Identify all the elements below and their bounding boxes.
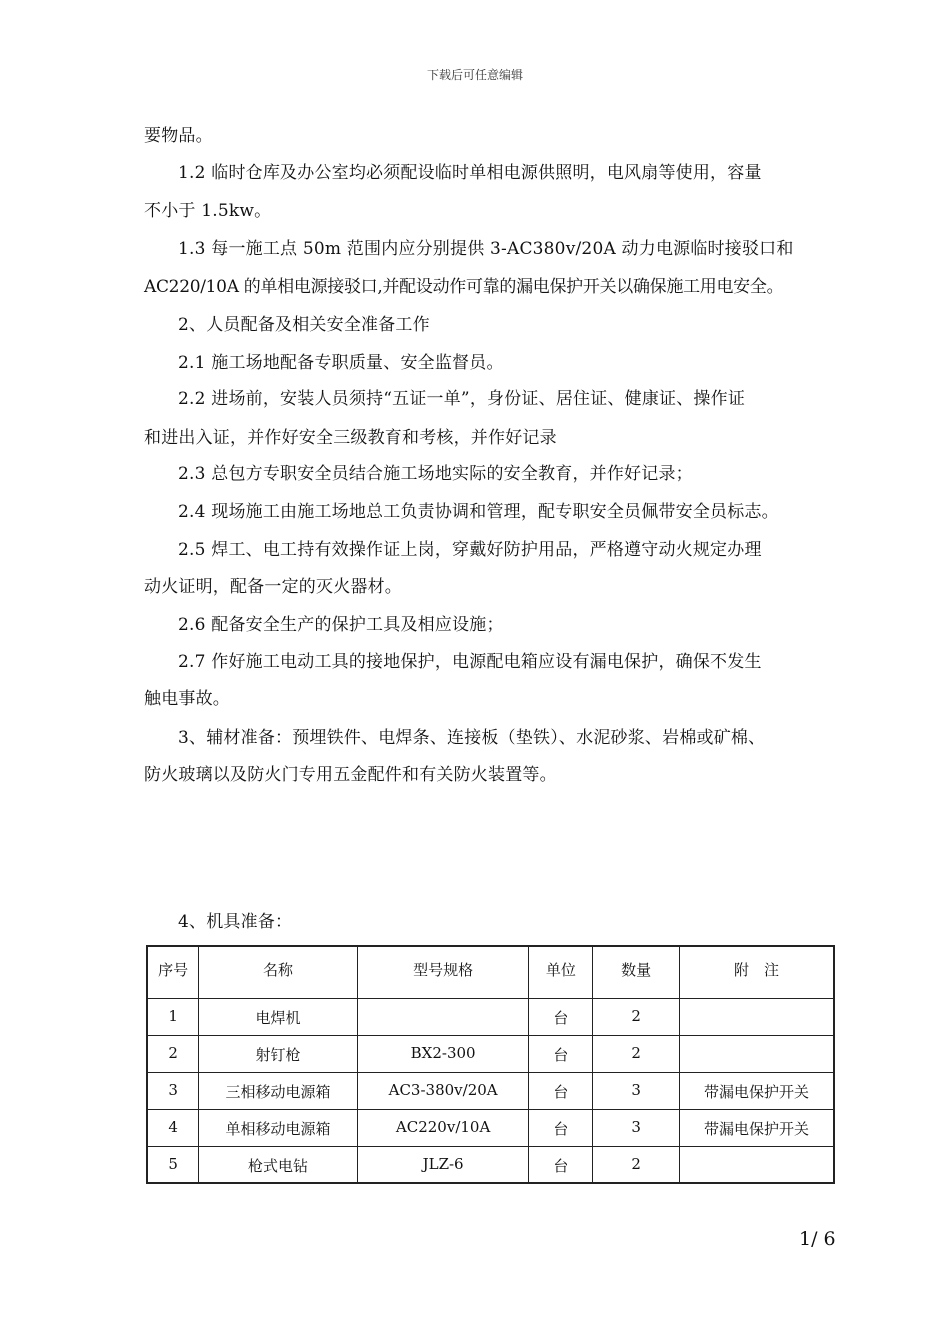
table-cell: BX2-300 — [357, 1035, 529, 1072]
table-cell: 2 — [593, 998, 680, 1035]
table-cell: 射钉枪 — [199, 1035, 357, 1072]
header-cell: 型号规格 — [357, 946, 529, 998]
table-cell: 台 — [529, 1072, 593, 1109]
table-cell: 带漏电保护开关 — [679, 1109, 834, 1146]
paragraph-line: 动火证明，配备一定的灭火器材。 — [144, 577, 402, 597]
header-cell: 附 注 — [679, 946, 834, 998]
paragraph-line: 2.1 施工场地配备专职质量、安全监督员。 — [178, 353, 504, 373]
header-cell: 单位 — [529, 946, 593, 998]
table-cell: 单相移动电源箱 — [199, 1109, 357, 1146]
table-cell: 3 — [147, 1072, 199, 1109]
table-cell: 3 — [593, 1109, 680, 1146]
table-cell: 1 — [147, 998, 199, 1035]
paragraph-line: 要物品。 — [144, 126, 213, 146]
table-cell: 2 — [593, 1035, 680, 1072]
table-row — [147, 998, 834, 1035]
paragraph-line: AC220/10A 的单相电源接驳口,并配设动作可靠的漏电保护开关以确保施工用电安全。 — [144, 277, 784, 297]
section-heading: 4、机具准备： — [178, 912, 293, 932]
equipment-table — [146, 945, 835, 1184]
header-cell: 名称 — [199, 946, 357, 998]
page-header: 下载后可任意编辑 — [426, 68, 523, 82]
paragraph-line: 2.2 进场前，安装人员须持“五证一单”，身份证、居住证、健康证、操作证 — [178, 389, 746, 409]
table-cell: 三相移动电源箱 — [199, 1072, 357, 1109]
table-cell: 3 — [593, 1072, 680, 1109]
section-heading: 3、辅材准备：预埋铁件、电焊条、连接板（垫铁）、水泥砂浆、岩棉或矿棉、 — [178, 728, 766, 748]
header-cell: 序号 — [147, 946, 199, 998]
paragraph-line: 防火玻璃以及防火门专用五金配件和有关防火装置等。 — [144, 765, 557, 785]
table-cell: 2 — [147, 1035, 199, 1072]
table-header-row — [147, 946, 834, 998]
paragraph-line: 2.4 现场施工由施工场地总工负责协调和管理，配专职安全员佩带安全员标志。 — [178, 502, 779, 522]
table-cell: 5 — [147, 1146, 199, 1183]
paragraph-line: 和进出入证，并作好安全三级教育和考核，并作好记录 — [144, 428, 557, 448]
table-cell: 台 — [529, 998, 593, 1035]
paragraph-line: 1.2 临时仓库及办公室均必须配设临时单相电源供照明，电风扇等使用，容量 — [178, 163, 762, 183]
header-cell: 数量 — [593, 946, 680, 998]
table-cell — [679, 1035, 834, 1072]
table-cell: JLZ-6 — [357, 1146, 529, 1183]
table-cell: 枪式电钻 — [199, 1146, 357, 1183]
table-cell — [679, 998, 834, 1035]
table-row — [147, 1072, 834, 1109]
table-row — [147, 1109, 834, 1146]
paragraph-line: 2.6 配备安全生产的保护工具及相应设施； — [178, 615, 504, 635]
table-cell: 4 — [147, 1109, 199, 1146]
table-cell: 台 — [529, 1035, 593, 1072]
paragraph-line: 2.5 焊工、电工持有效操作证上岗，穿戴好防护用品，严格遵守动火规定办理 — [178, 540, 762, 560]
table-row — [147, 1035, 834, 1072]
table-cell: 台 — [529, 1109, 593, 1146]
table-cell: AC220v/10A — [357, 1109, 529, 1146]
paragraph-line: 触电事故。 — [144, 689, 230, 709]
paragraph-line: 不小于 1.5kw。 — [144, 201, 272, 221]
table-cell: 电焊机 — [199, 998, 357, 1035]
table-row — [147, 1146, 834, 1183]
table-cell: AC3-380v/20A — [357, 1072, 529, 1109]
page-number: 1/ 6 — [799, 1228, 836, 1250]
table-cell: 带漏电保护开关 — [679, 1072, 834, 1109]
table-cell — [357, 998, 529, 1035]
paragraph-line: 1.3 每一施工点 50m 范围内应分别提供 3-AC380v/20A 动力电源临时接驳口和 — [178, 239, 794, 259]
paragraph-line: 2.3 总包方专职安全员结合施工场地实际的安全教育，并作好记录； — [178, 464, 693, 484]
table-cell: 台 — [529, 1146, 593, 1183]
paragraph-line: 2.7 作好施工电动工具的接地保护，电源配电箱应设有漏电保护，确保不发生 — [178, 652, 762, 672]
section-heading: 2、人员配备及相关安全准备工作 — [178, 315, 430, 335]
table-cell — [679, 1146, 834, 1183]
table-cell: 2 — [593, 1146, 680, 1183]
